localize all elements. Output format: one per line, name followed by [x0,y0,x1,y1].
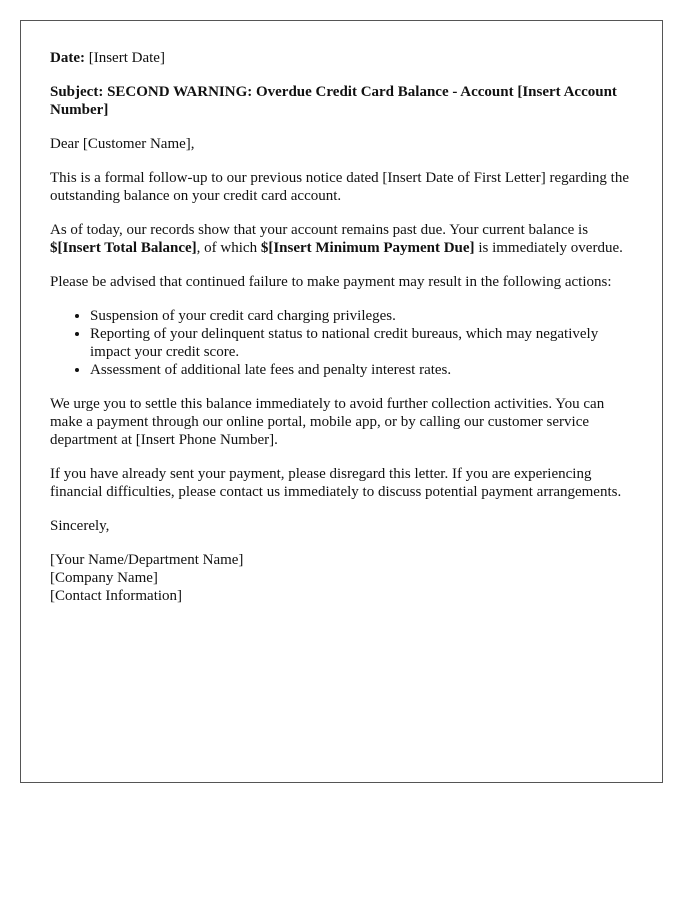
list-item: • Assessment of additional late fees and penalty interest rates. [90,361,633,379]
date-line [50,49,633,67]
letter [20,20,663,783]
total-balance: $[Insert Total Balance] [50,240,197,256]
date-label: Date: [50,50,85,66]
paragraph-disregard: If you have already sent your payment, please disregard this letter. If you are experiencing financial difficulties, please contact us immediately to discuss potential payment arrangements. [50,466,622,500]
paragraph-advisory: Please be advised that continued failure to make payment may result in the following actions: [50,274,612,290]
signature-company: [Company Name] [50,570,158,586]
signature-name: [Your Name/Department Name] [50,552,244,568]
paragraph-payment: We urge you to settle this balance immediately to avoid further collection activities. You can make a payment through our online portal, mobile app, or by calling our customer service department at [Insert Phone Number]. [50,396,605,448]
signature-block [50,551,633,605]
list-item: • Suspension of your credit card charging privileges. [90,307,633,325]
subject-text: Subject: SECOND WARNING: Overdue Credit Card Balance - Account [Insert Account Number] [50,84,617,118]
minimum-payment: $[Insert Minimum Payment Due] [260,240,475,256]
balance-text: , of which [196,240,261,256]
salutation: Dear [Customer Name], [50,136,195,152]
balance-text: is immediately overdue. [474,240,623,256]
closing: Sincerely, [50,518,110,534]
actions-list [50,307,633,379]
subject-line [50,83,633,119]
list-item: • Reporting of your delinquent status to national credit bureaus, which may negatively impact your credit score. [90,325,633,361]
signature-contact: [Contact Information] [50,588,183,604]
balance-text: As of today, our records show that your account remains past due. Your current balance is [50,222,589,238]
paragraph-follow-up: This is a formal follow-up to our previous notice dated [Insert Date of First Letter] regarding the outstanding balance on your credit card account. [50,170,629,204]
date-value: [Insert Date] [84,50,165,66]
paragraph-balance [50,221,633,257]
